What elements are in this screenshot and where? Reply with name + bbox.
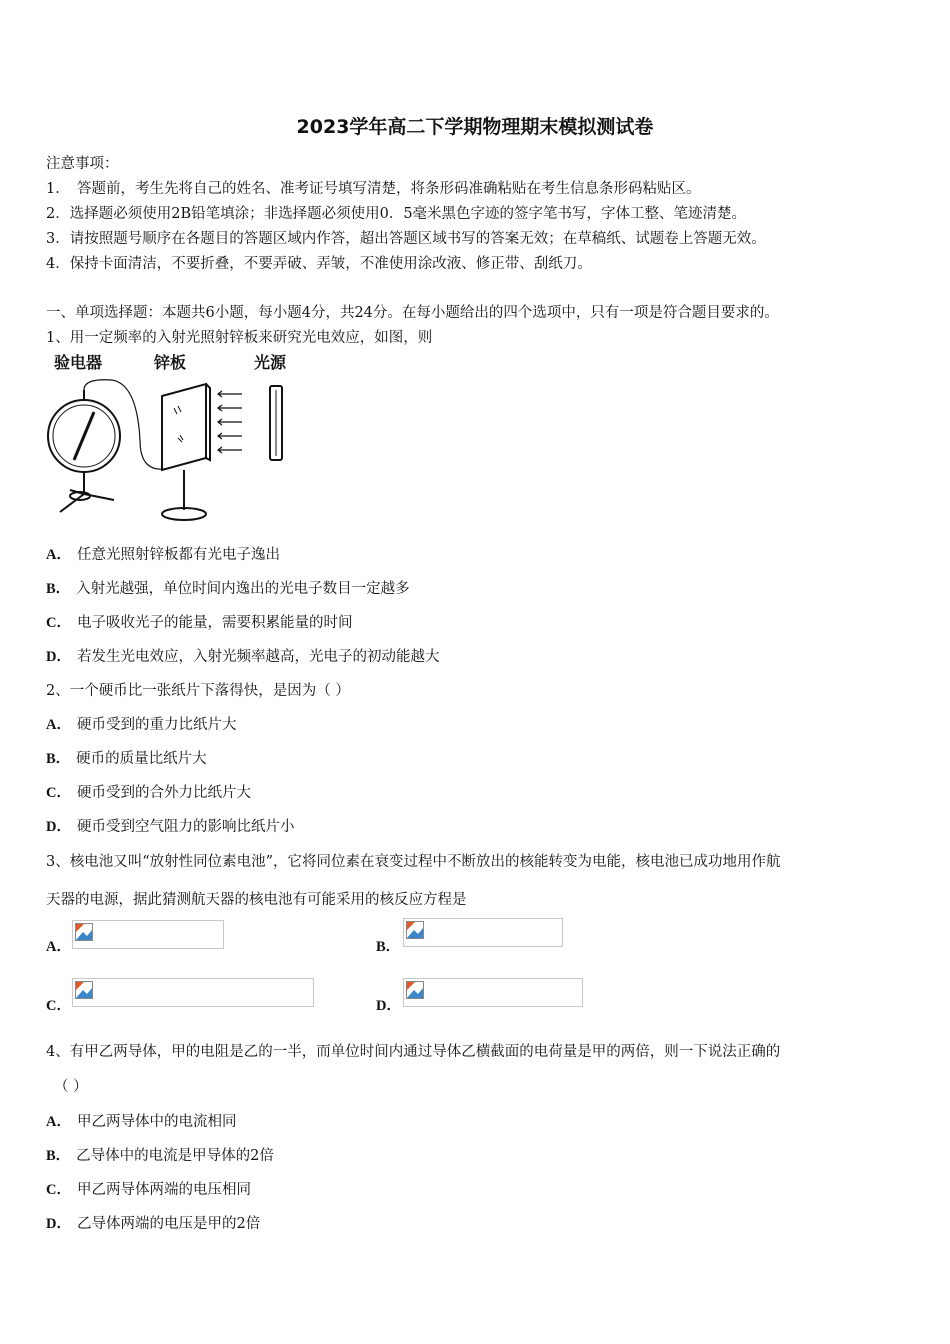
option-letter: D． bbox=[46, 819, 71, 835]
q2-option-c bbox=[46, 781, 251, 802]
option-letter: D． bbox=[46, 649, 71, 665]
option-text: 硬币的质量比纸片大 bbox=[76, 751, 207, 767]
q4-option-a bbox=[46, 1110, 236, 1131]
page-title: 2023学年高二下学期物理期末模拟测试卷 bbox=[296, 116, 654, 138]
q2-option-d bbox=[46, 815, 294, 836]
question-2-stem: 2、一个硬币比一张纸片下落得快，是因为（ ） bbox=[46, 683, 350, 699]
photoelectric-figure bbox=[42, 350, 302, 528]
option-letter: A． bbox=[46, 1114, 71, 1130]
option-text: 电子吸收光子的能量，需要积累能量的时间 bbox=[76, 615, 353, 631]
figure-label-light-source: 光源 bbox=[254, 353, 287, 372]
q1-option-c bbox=[46, 611, 352, 632]
option-letter: D． bbox=[46, 1216, 71, 1232]
figure-label-electroscope: 验电器 bbox=[54, 353, 103, 372]
option-text: 若发生光电效应，入射光频率越高，光电子的初动能越大 bbox=[76, 649, 440, 665]
q4-option-d bbox=[46, 1212, 260, 1233]
figure-label-zinc-plate: 锌板 bbox=[154, 353, 187, 372]
q1-option-a bbox=[46, 543, 280, 564]
option-text: 硬币受到空气阻力的影响比纸片小 bbox=[76, 819, 295, 835]
option-letter: A． bbox=[46, 717, 71, 733]
option-text: 任意光照射锌板都有光电子逸出 bbox=[76, 547, 280, 563]
q1-option-d bbox=[46, 645, 439, 666]
option-text: 乙导体中的电流是甲导体的2倍 bbox=[76, 1148, 274, 1164]
option-letter: B． bbox=[46, 581, 71, 597]
notice-item: 4．保持卡面清洁，不要折叠，不要弄破、弄皱，不准使用涂改液、修正带、刮纸刀。 bbox=[46, 256, 592, 272]
q3-option-c-image bbox=[72, 978, 314, 1007]
question-4-stem-line2: （ ） bbox=[54, 1079, 88, 1095]
option-text: 硬币受到的重力比纸片大 bbox=[76, 717, 237, 733]
broken-image-icon bbox=[406, 981, 424, 999]
q3-option-a-image bbox=[72, 920, 224, 949]
option-letter: C． bbox=[46, 615, 71, 631]
section-heading: 一、单项选择题：本题共6小题，每小题4分，共24分。在每小题给出的四个选项中，只有一项是符合题目要求的。 bbox=[46, 305, 779, 321]
q3-option-c-letter: C． bbox=[46, 998, 71, 1014]
notice-item: 3．请按照题号顺序在各题目的答题区域内作答，超出答题区域书写的答案无效；在草稿纸、试题卷上答题无效。 bbox=[46, 231, 766, 247]
question-4-stem-line1: 4、有甲乙两导体，甲的电阻是乙的一半，而单位时间内通过导体乙横截面的电荷量是甲的两倍，则一下说法正确的 bbox=[46, 1044, 781, 1060]
option-letter: B． bbox=[46, 1148, 71, 1164]
q4-option-c bbox=[46, 1178, 251, 1199]
notice-item: 1． 答题前，考生先将自己的姓名、准考证号填写清楚，将条形码准确粘贴在考生信息条形码粘贴区。 bbox=[46, 181, 701, 197]
option-text: 乙导体两端的电压是甲的2倍 bbox=[76, 1216, 261, 1232]
option-letter: C． bbox=[46, 785, 71, 801]
question-3-stem-line2: 天器的电源，据此猜测航天器的核电池有可能采用的核反应方程是 bbox=[46, 892, 467, 908]
option-letter: C． bbox=[46, 1182, 71, 1198]
broken-image-icon bbox=[75, 981, 93, 999]
broken-image-icon bbox=[75, 923, 93, 941]
broken-image-icon bbox=[406, 921, 424, 939]
option-text: 甲乙两导体中的电流相同 bbox=[76, 1114, 237, 1130]
q3-option-b-image bbox=[403, 918, 563, 947]
q3-option-d-letter: D． bbox=[376, 998, 401, 1014]
q2-option-b bbox=[46, 747, 207, 768]
q3-option-b-letter: B． bbox=[376, 939, 401, 955]
question-1-stem: 1、用一定频率的入射光照射锌板来研究光电效应，如图，则 bbox=[46, 330, 433, 346]
option-letter: A． bbox=[46, 547, 71, 563]
q3-option-a-letter: A． bbox=[46, 939, 71, 955]
apparatus-drawing bbox=[42, 350, 302, 528]
option-text: 入射光越强，单位时间内逸出的光电子数目一定越多 bbox=[76, 581, 410, 597]
q3-option-d-image bbox=[403, 978, 583, 1007]
option-letter: B． bbox=[46, 751, 71, 767]
notice-item: 2．选择题必须使用2B铅笔填涂；非选择题必须使用0．5毫米黑色字迹的签字笔书写，字体工整、笔迹清楚。 bbox=[46, 206, 747, 222]
q4-option-b bbox=[46, 1144, 274, 1165]
q1-option-b bbox=[46, 577, 410, 598]
q2-option-a bbox=[46, 713, 236, 734]
notice-heading: 注意事项： bbox=[46, 156, 119, 172]
option-text: 硬币受到的合外力比纸片大 bbox=[76, 785, 251, 801]
question-3-stem-line1: 3、核电池又叫“放射性同位素电池”，它将同位素在衰变过程中不断放出的核能转变为电能，核电池已成功地用作航 bbox=[46, 854, 781, 870]
option-text: 甲乙两导体两端的电压相同 bbox=[76, 1182, 251, 1198]
